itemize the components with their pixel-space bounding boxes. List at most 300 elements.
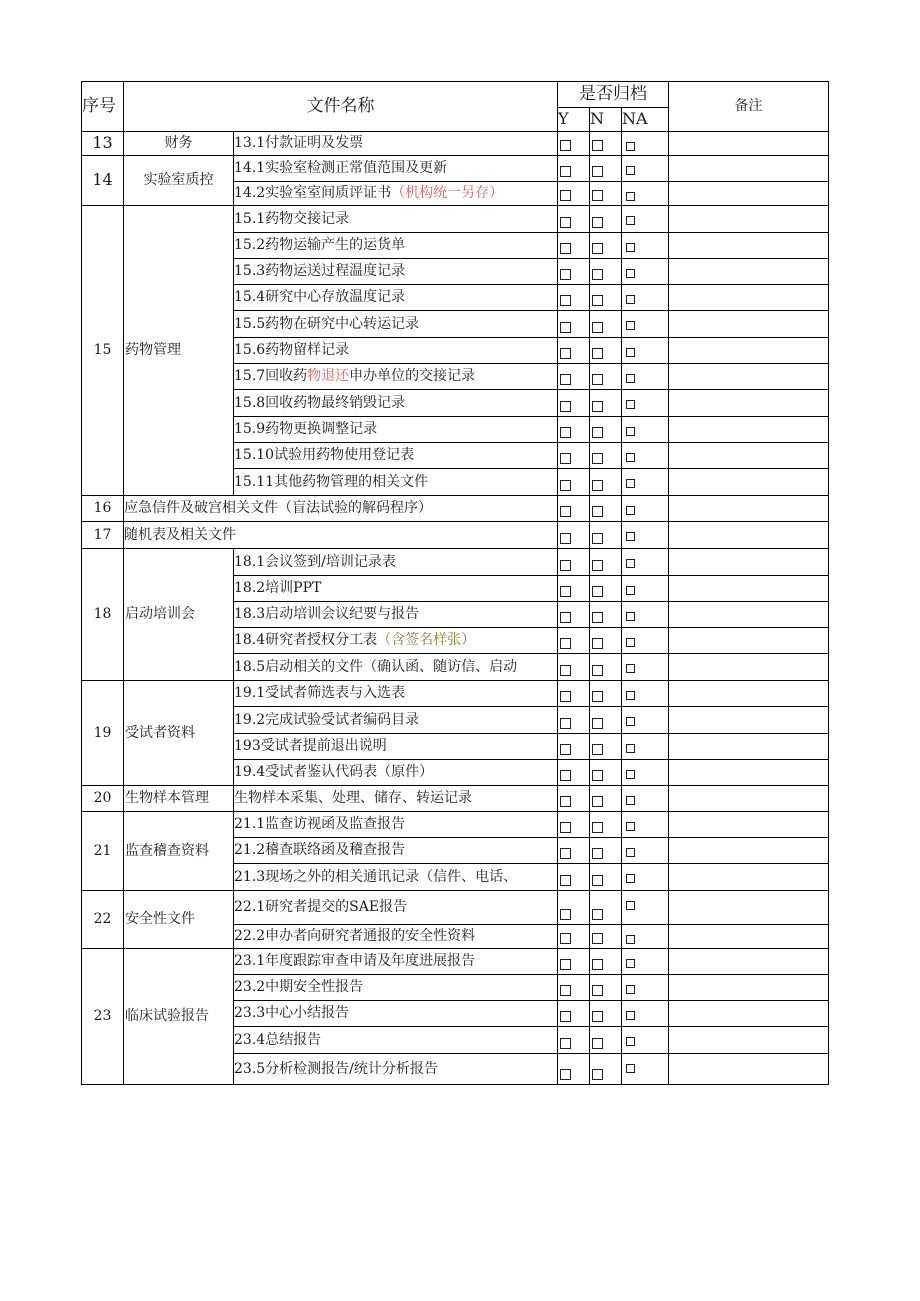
- no-cell: [590, 760, 622, 786]
- no-cell: [590, 132, 622, 156]
- na-cell: [622, 390, 669, 417]
- note-cell[interactable]: [669, 156, 829, 182]
- na-checkbox[interactable]: [626, 638, 635, 647]
- note-cell[interactable]: [669, 469, 829, 496]
- na-checkbox[interactable]: [626, 744, 635, 753]
- no-cell: [590, 156, 622, 182]
- yes-checkbox[interactable]: [560, 612, 571, 623]
- yes-cell: [558, 132, 590, 156]
- yes-checkbox[interactable]: [560, 140, 571, 151]
- row-number: 16: [82, 496, 124, 522]
- row-number: 22: [82, 891, 124, 949]
- note-cell[interactable]: [669, 949, 829, 975]
- document-text: 15.11其他药物管理的相关文件: [234, 473, 429, 490]
- document-name: [234, 132, 558, 156]
- yes-checkbox[interactable]: [560, 985, 571, 996]
- table-row: [82, 132, 829, 156]
- note-cell[interactable]: [669, 760, 829, 786]
- no-checkbox[interactable]: [592, 533, 603, 544]
- no-checkbox[interactable]: [592, 586, 603, 597]
- no-checkbox[interactable]: [592, 796, 603, 807]
- no-checkbox[interactable]: [592, 166, 603, 177]
- note-cell[interactable]: [669, 182, 829, 206]
- na-cell: [622, 233, 669, 259]
- note-cell[interactable]: [669, 576, 829, 602]
- document-text: 22.2申办者向研究者通报的安全性资料: [234, 928, 476, 945]
- na-checkbox[interactable]: [626, 321, 635, 330]
- category: 受试者资料: [124, 681, 234, 786]
- yes-checkbox[interactable]: [560, 348, 571, 359]
- yes-checkbox[interactable]: [560, 295, 571, 306]
- no-cell: [590, 975, 622, 1001]
- document-name: [234, 233, 558, 259]
- table-row: [82, 522, 829, 549]
- yes-checkbox[interactable]: [560, 560, 571, 571]
- table-row: [82, 496, 829, 522]
- no-cell: [590, 522, 622, 549]
- table-row: [82, 206, 829, 233]
- document-name: [234, 760, 558, 786]
- yes-checkbox[interactable]: [560, 638, 571, 649]
- document-name: [234, 602, 558, 628]
- header-archived: 是否归档: [558, 82, 669, 108]
- yes-checkbox[interactable]: [560, 533, 571, 544]
- yes-checkbox[interactable]: [560, 217, 571, 228]
- header-no: N: [590, 108, 622, 132]
- document-text: 15.4研究中心存放温度记录: [234, 289, 406, 306]
- table-row: [82, 549, 829, 576]
- note-cell[interactable]: [669, 891, 829, 925]
- na-checkbox[interactable]: [626, 664, 635, 673]
- na-checkbox[interactable]: [626, 612, 635, 621]
- document-text: 21.3现场之外的相关通讯记录（信件、电话、: [234, 868, 518, 885]
- yes-cell: [558, 496, 590, 522]
- no-checkbox[interactable]: [592, 959, 603, 970]
- no-checkbox[interactable]: [592, 453, 603, 464]
- na-cell: [622, 259, 669, 285]
- yes-cell: [558, 786, 590, 812]
- document-text: 21.1监查访视函及监查报告: [234, 816, 406, 833]
- no-checkbox[interactable]: [592, 744, 603, 755]
- yes-checkbox[interactable]: [560, 770, 571, 781]
- na-checkbox[interactable]: [626, 192, 635, 201]
- yes-checkbox[interactable]: [560, 875, 571, 886]
- category: 财务: [124, 132, 234, 156]
- no-checkbox[interactable]: [592, 770, 603, 781]
- na-cell: [622, 1001, 669, 1027]
- document-text: 15.3药物运送过程温度记录: [234, 263, 406, 280]
- yes-cell: [558, 285, 590, 311]
- yes-checkbox[interactable]: [560, 269, 571, 280]
- document-text: 15.9药物更换调整记录: [234, 421, 378, 438]
- no-checkbox[interactable]: [592, 140, 603, 151]
- no-checkbox[interactable]: [592, 909, 603, 920]
- note-cell[interactable]: [669, 1027, 829, 1054]
- no-checkbox[interactable]: [592, 269, 603, 280]
- na-cell: [622, 443, 669, 469]
- header-note: 备注: [669, 82, 829, 132]
- na-cell: [622, 132, 669, 156]
- note-cell[interactable]: [669, 786, 829, 812]
- na-checkbox[interactable]: [626, 348, 635, 357]
- no-cell: [590, 338, 622, 364]
- no-cell: [590, 628, 622, 654]
- row-number: 14: [82, 156, 124, 206]
- yes-cell: [558, 522, 590, 549]
- yes-checkbox[interactable]: [560, 959, 571, 970]
- no-cell: [590, 233, 622, 259]
- note-cell[interactable]: [669, 390, 829, 417]
- no-cell: [590, 1027, 622, 1054]
- na-checkbox[interactable]: [626, 822, 635, 831]
- na-cell: [622, 838, 669, 864]
- na-cell: [622, 925, 669, 949]
- no-cell: [590, 364, 622, 390]
- na-checkbox[interactable]: [626, 479, 635, 488]
- na-cell: [622, 707, 669, 734]
- header-na: NA: [622, 108, 669, 132]
- no-checkbox[interactable]: [592, 480, 603, 491]
- na-checkbox[interactable]: [626, 1064, 635, 1073]
- document-name: [234, 259, 558, 285]
- yes-cell: [558, 549, 590, 576]
- na-checkbox[interactable]: [626, 374, 635, 383]
- document-text: 23.3中心小结报告: [234, 1005, 350, 1022]
- no-cell: [590, 576, 622, 602]
- document-name: [234, 812, 558, 838]
- yes-checkbox[interactable]: [560, 506, 571, 517]
- no-checkbox[interactable]: [592, 612, 603, 623]
- document-note: （含签名样张）: [377, 632, 476, 649]
- yes-checkbox[interactable]: [560, 322, 571, 333]
- document-text: 15.2药物运输产生的运货单: [234, 237, 406, 254]
- na-checkbox[interactable]: [626, 717, 635, 726]
- yes-cell: [558, 760, 590, 786]
- yes-checkbox[interactable]: [560, 1069, 571, 1080]
- yes-cell: [558, 681, 590, 707]
- na-cell: [622, 734, 669, 760]
- yes-cell: [558, 233, 590, 259]
- document-name: [234, 156, 558, 182]
- note-cell[interactable]: [669, 628, 829, 654]
- na-cell: [622, 654, 669, 681]
- na-checkbox[interactable]: [626, 935, 635, 944]
- document-text: 23.5分析检测报告/统计分析报告: [234, 1060, 438, 1077]
- no-checkbox[interactable]: [592, 1038, 603, 1049]
- no-cell: [590, 949, 622, 975]
- na-checkbox[interactable]: [626, 427, 635, 436]
- no-cell: [590, 681, 622, 707]
- yes-cell: [558, 654, 590, 681]
- note-cell[interactable]: [669, 549, 829, 576]
- no-cell: [590, 812, 622, 838]
- yes-checkbox[interactable]: [560, 909, 571, 920]
- na-checkbox[interactable]: [626, 400, 635, 409]
- note-cell[interactable]: [669, 707, 829, 734]
- yes-cell: [558, 602, 590, 628]
- category: 实验室质控: [124, 156, 234, 206]
- document-name: [234, 469, 558, 496]
- na-cell: [622, 1054, 669, 1085]
- note-cell[interactable]: [669, 838, 829, 864]
- document-name: [234, 285, 558, 311]
- yes-cell: [558, 949, 590, 975]
- row-number: 19: [82, 681, 124, 786]
- document-name: [234, 654, 558, 681]
- na-checkbox[interactable]: [626, 691, 635, 700]
- yes-checkbox[interactable]: [560, 190, 571, 201]
- yes-cell: [558, 443, 590, 469]
- note-cell[interactable]: [669, 311, 829, 338]
- document-text: 14.2实验室室间质评证书: [234, 185, 392, 202]
- na-checkbox[interactable]: [626, 796, 635, 805]
- document-name: [234, 364, 558, 390]
- na-checkbox[interactable]: [626, 1037, 635, 1046]
- no-cell: [590, 443, 622, 469]
- table-row: [82, 949, 829, 975]
- no-checkbox[interactable]: [592, 190, 603, 201]
- na-cell: [622, 549, 669, 576]
- document-name: [234, 925, 558, 949]
- yes-checkbox[interactable]: [560, 243, 571, 254]
- note-cell[interactable]: [669, 364, 829, 390]
- yes-checkbox[interactable]: [560, 427, 571, 438]
- no-cell: [590, 469, 622, 496]
- yes-cell: [558, 390, 590, 417]
- na-checkbox[interactable]: [626, 216, 635, 225]
- document-text: 15.1药物交接记录: [234, 210, 350, 227]
- na-checkbox[interactable]: [626, 959, 635, 968]
- na-checkbox[interactable]: [626, 848, 635, 857]
- note-cell[interactable]: [669, 925, 829, 949]
- yes-cell: [558, 182, 590, 206]
- no-checkbox[interactable]: [592, 322, 603, 333]
- document-text: 15.8回收药物最终销毁记录: [234, 394, 406, 411]
- yes-checkbox[interactable]: [560, 822, 571, 833]
- na-checkbox[interactable]: [626, 506, 635, 515]
- no-cell: [590, 925, 622, 949]
- header-file-name: 文件名称: [124, 82, 558, 132]
- yes-checkbox[interactable]: [560, 665, 571, 676]
- yes-checkbox[interactable]: [560, 480, 571, 491]
- no-checkbox[interactable]: [592, 348, 603, 359]
- no-cell: [590, 1001, 622, 1027]
- category: 启动培训会: [124, 549, 234, 681]
- note-cell[interactable]: [669, 522, 829, 549]
- yes-cell: [558, 1054, 590, 1085]
- note-cell[interactable]: [669, 654, 829, 681]
- document-text: 19.1受试者筛选表与入选表: [234, 685, 406, 702]
- no-cell: [590, 707, 622, 734]
- yes-checkbox[interactable]: [560, 691, 571, 702]
- yes-cell: [558, 156, 590, 182]
- yes-cell: [558, 364, 590, 390]
- na-checkbox[interactable]: [626, 453, 635, 462]
- yes-checkbox[interactable]: [560, 586, 571, 597]
- table-row: [82, 681, 829, 707]
- no-checkbox[interactable]: [592, 427, 603, 438]
- no-checkbox[interactable]: [592, 985, 603, 996]
- yes-checkbox[interactable]: [560, 848, 571, 859]
- note-cell[interactable]: [669, 975, 829, 1001]
- na-checkbox[interactable]: [626, 985, 635, 994]
- no-checkbox[interactable]: [592, 691, 603, 702]
- na-cell: [622, 417, 669, 443]
- na-checkbox[interactable]: [626, 532, 635, 541]
- no-checkbox[interactable]: [592, 848, 603, 859]
- yes-cell: [558, 707, 590, 734]
- category: 监查稽查资料: [124, 812, 234, 891]
- document-name: [234, 576, 558, 602]
- note-cell[interactable]: [669, 285, 829, 311]
- note-cell[interactable]: [669, 338, 829, 364]
- no-checkbox[interactable]: [592, 217, 603, 228]
- note-cell[interactable]: [669, 734, 829, 760]
- yes-checkbox[interactable]: [560, 1038, 571, 1049]
- no-checkbox[interactable]: [592, 1069, 603, 1080]
- na-cell: [622, 891, 669, 925]
- yes-cell: [558, 864, 590, 891]
- yes-cell: [558, 206, 590, 233]
- document-name: [234, 1054, 558, 1085]
- row-number: 23: [82, 949, 124, 1085]
- na-checkbox[interactable]: [626, 874, 635, 883]
- note-cell[interactable]: [669, 496, 829, 522]
- document-name: 应急信件及破宫相关文件（盲法试验的解码程序）: [124, 496, 558, 522]
- no-checkbox[interactable]: [592, 1011, 603, 1022]
- na-cell: [622, 469, 669, 496]
- yes-checkbox[interactable]: [560, 401, 571, 412]
- yes-checkbox[interactable]: [560, 1011, 571, 1022]
- no-checkbox[interactable]: [592, 718, 603, 729]
- row-number: 13: [82, 132, 124, 156]
- yes-checkbox[interactable]: [560, 744, 571, 755]
- no-checkbox[interactable]: [592, 560, 603, 571]
- document-text: 23.2中期安全性报告: [234, 979, 364, 996]
- na-cell: [622, 311, 669, 338]
- document-text: 15.5药物在研究中心转运记录: [234, 315, 420, 332]
- no-cell: [590, 182, 622, 206]
- table-row: [82, 891, 829, 925]
- note-cell[interactable]: [669, 206, 829, 233]
- yes-cell: [558, 734, 590, 760]
- na-checkbox[interactable]: [626, 770, 635, 779]
- note-cell[interactable]: [669, 864, 829, 891]
- no-checkbox[interactable]: [592, 243, 603, 254]
- note-cell[interactable]: [669, 681, 829, 707]
- document-note: 物退还: [307, 368, 350, 385]
- note-cell[interactable]: [669, 233, 829, 259]
- note-cell[interactable]: [669, 602, 829, 628]
- document-text: 15.6药物留样记录: [234, 342, 350, 359]
- yes-cell: [558, 1001, 590, 1027]
- na-checkbox[interactable]: [626, 166, 635, 175]
- yes-cell: [558, 925, 590, 949]
- note-cell[interactable]: [669, 812, 829, 838]
- document-text: 19.4受试者鉴认代码表（原件）: [234, 764, 434, 781]
- yes-checkbox[interactable]: [560, 796, 571, 807]
- no-cell: [590, 786, 622, 812]
- document-name: [234, 786, 558, 812]
- category: 安全性文件: [124, 891, 234, 949]
- na-checkbox[interactable]: [626, 295, 635, 304]
- no-cell: [590, 259, 622, 285]
- na-checkbox[interactable]: [626, 559, 635, 568]
- no-checkbox[interactable]: [592, 638, 603, 649]
- yes-checkbox[interactable]: [560, 453, 571, 464]
- na-checkbox[interactable]: [626, 586, 635, 595]
- na-checkbox[interactable]: [626, 269, 635, 278]
- note-cell[interactable]: [669, 1054, 829, 1085]
- na-cell: [622, 628, 669, 654]
- yes-cell: [558, 838, 590, 864]
- yes-checkbox[interactable]: [560, 718, 571, 729]
- no-cell: [590, 602, 622, 628]
- no-checkbox[interactable]: [592, 875, 603, 886]
- no-checkbox[interactable]: [592, 374, 603, 385]
- document-text-tail: 申办单位的交接记录: [349, 368, 476, 385]
- note-cell[interactable]: [669, 1001, 829, 1027]
- yes-checkbox[interactable]: [560, 374, 571, 385]
- no-checkbox[interactable]: [592, 822, 603, 833]
- document-name: [234, 443, 558, 469]
- na-cell: [622, 364, 669, 390]
- category: 临床试验报告: [124, 949, 234, 1085]
- no-checkbox[interactable]: [592, 506, 603, 517]
- document-text: 18.4研究者授权分工表: [234, 632, 378, 649]
- document-text: 18.3启动培训会议纪要与报告: [234, 606, 420, 623]
- na-cell: [622, 760, 669, 786]
- yes-cell: [558, 1027, 590, 1054]
- header-seq: 序号: [82, 82, 124, 132]
- no-cell: [590, 549, 622, 576]
- document-name: [234, 417, 558, 443]
- note-cell[interactable]: [669, 132, 829, 156]
- document-text: 193受试者提前退出说明: [234, 738, 387, 755]
- document-name: [234, 864, 558, 891]
- document-name: [234, 1001, 558, 1027]
- document-text: 15.7回收药: [234, 368, 308, 385]
- no-cell: [590, 390, 622, 417]
- document-name: [234, 206, 558, 233]
- no-checkbox[interactable]: [592, 295, 603, 306]
- document-name: [234, 949, 558, 975]
- no-cell: [590, 417, 622, 443]
- no-checkbox[interactable]: [592, 665, 603, 676]
- no-cell: [590, 864, 622, 891]
- yes-cell: [558, 338, 590, 364]
- note-cell[interactable]: [669, 259, 829, 285]
- yes-checkbox[interactable]: [560, 933, 571, 944]
- document-name: [234, 338, 558, 364]
- na-checkbox[interactable]: [626, 901, 635, 910]
- na-checkbox[interactable]: [626, 1011, 635, 1020]
- na-checkbox[interactable]: [626, 243, 635, 252]
- yes-checkbox[interactable]: [560, 166, 571, 177]
- no-checkbox[interactable]: [592, 933, 603, 944]
- na-cell: [622, 285, 669, 311]
- na-cell: [622, 602, 669, 628]
- na-cell: [622, 522, 669, 549]
- na-cell: [622, 975, 669, 1001]
- no-checkbox[interactable]: [592, 401, 603, 412]
- note-cell[interactable]: [669, 443, 829, 469]
- table-row: [82, 156, 829, 182]
- document-name: [234, 838, 558, 864]
- na-checkbox[interactable]: [626, 142, 635, 151]
- note-cell[interactable]: [669, 417, 829, 443]
- yes-cell: [558, 311, 590, 338]
